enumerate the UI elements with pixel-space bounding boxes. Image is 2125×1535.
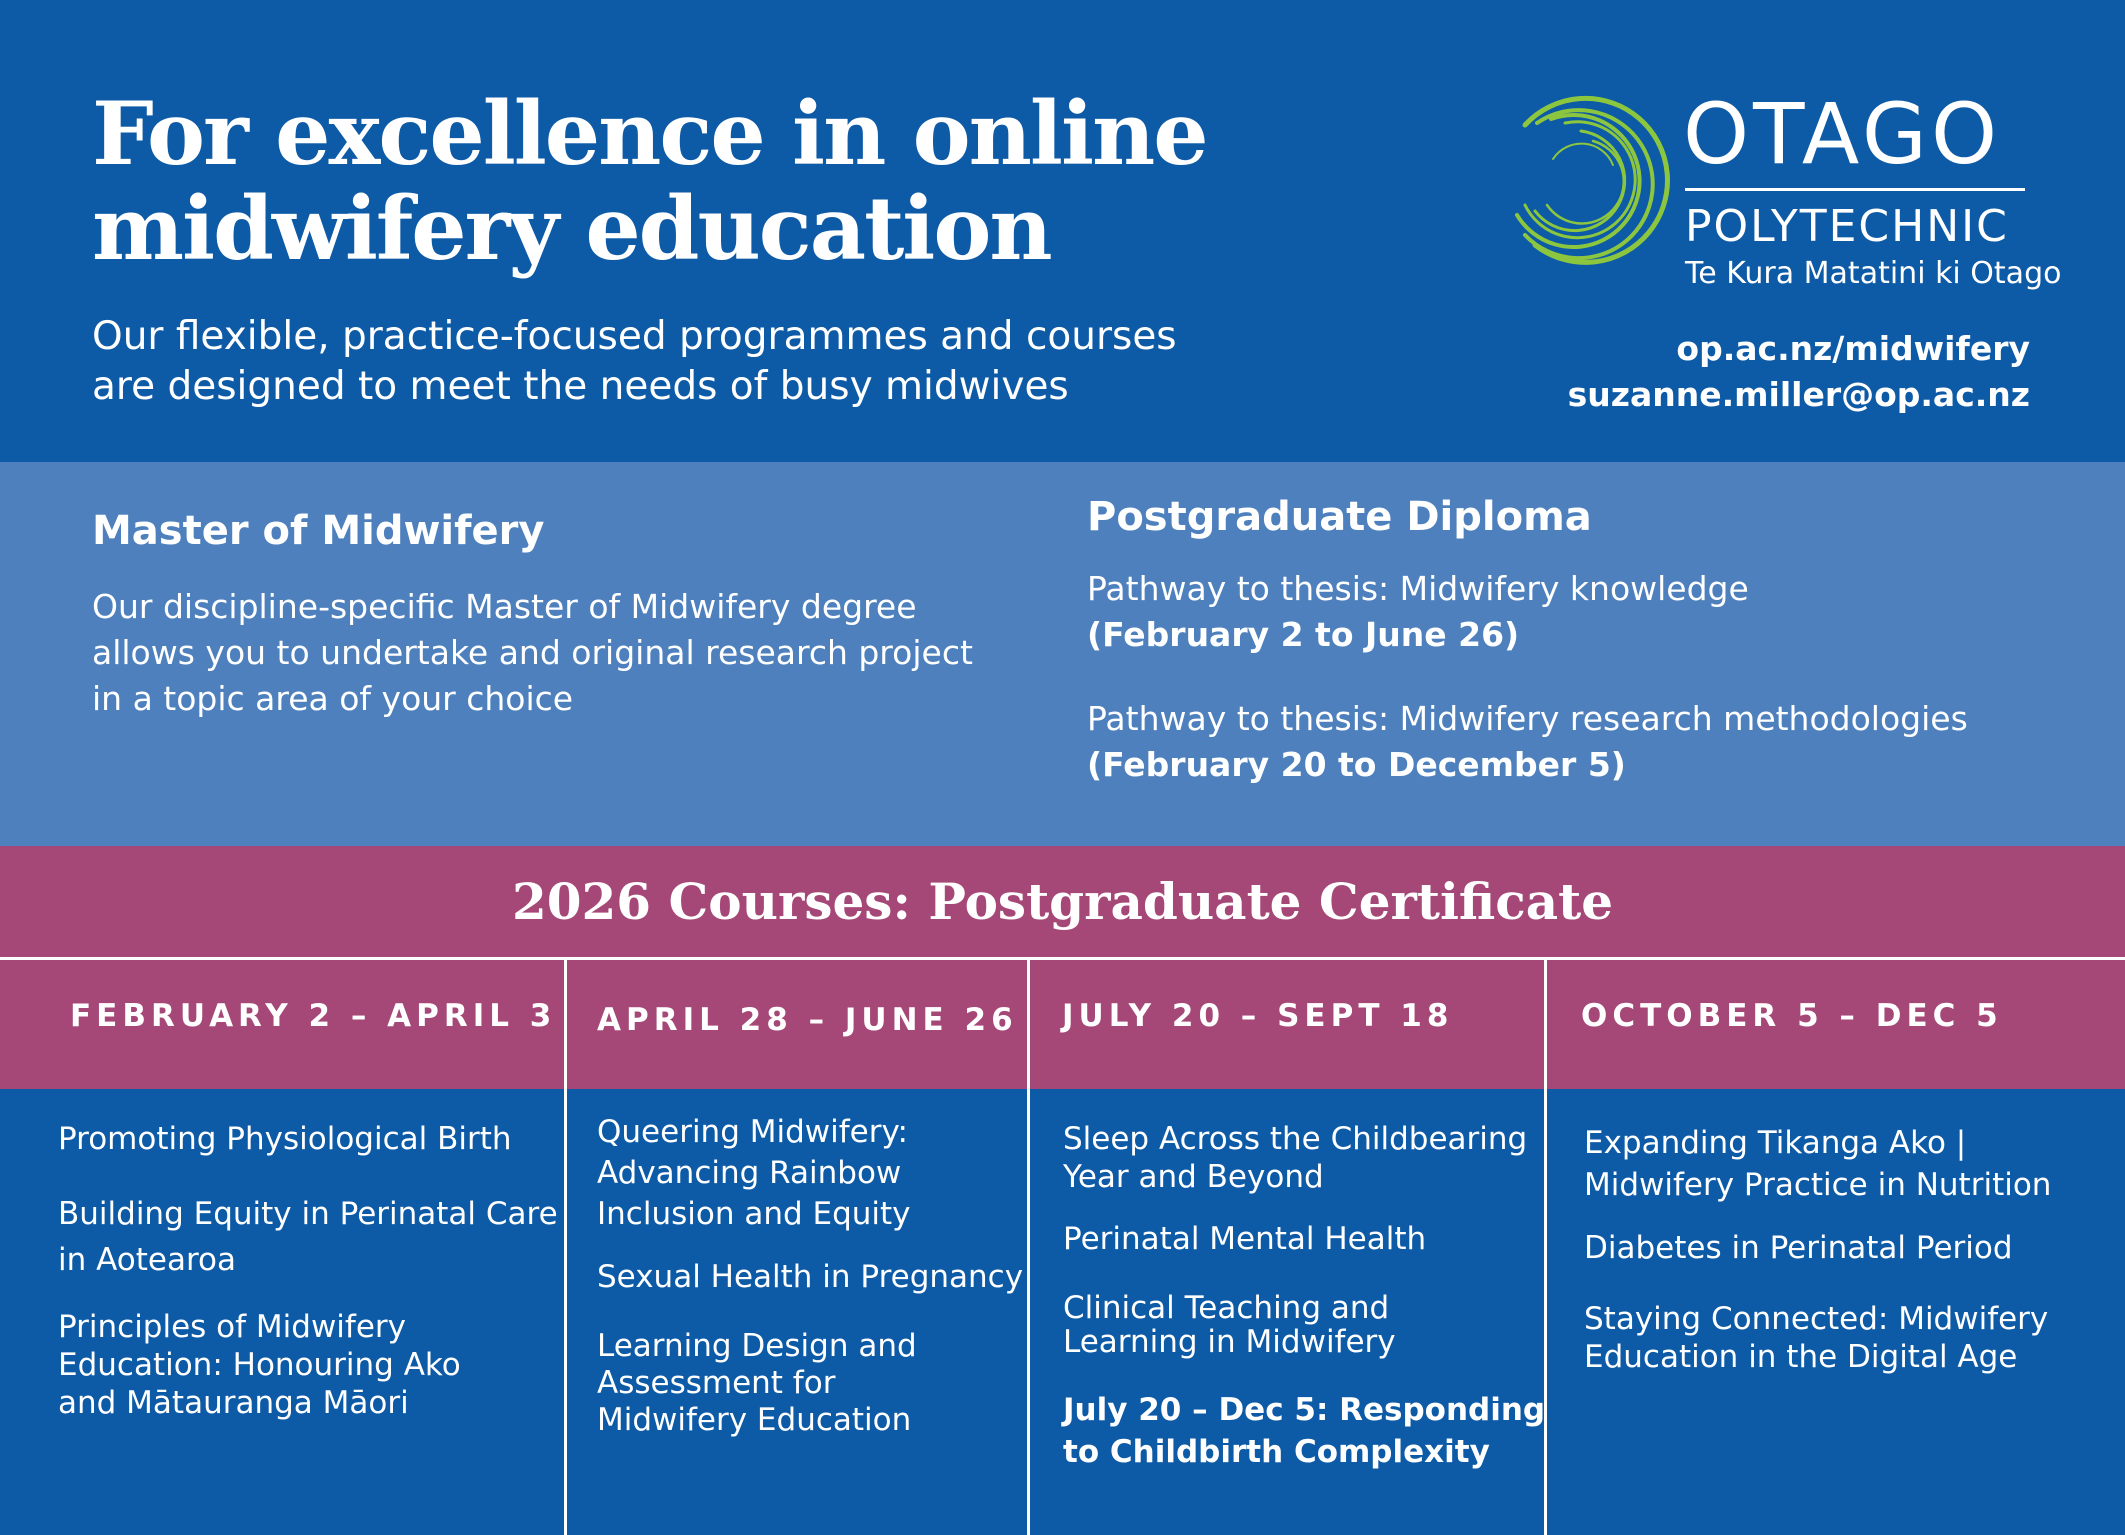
course-line: Sleep Across the Childbearing xyxy=(1063,1121,1528,1157)
pathway-title: Pathway to thesis: Midwifery research methodologies xyxy=(1087,699,1968,738)
course-line: Midwifery Practice in Nutrition xyxy=(1584,1167,2052,1203)
course-line: Inclusion and Equity xyxy=(597,1196,911,1232)
pathway-dates: (February 2 to June 26) xyxy=(1087,615,1520,654)
master-title: Master of Midwifery xyxy=(92,508,545,554)
otago-polytechnic-logo xyxy=(1495,85,2062,295)
logo-wordmark: OTAGO xyxy=(1683,85,2002,183)
ring-logo-icon xyxy=(1495,95,1675,275)
course-item xyxy=(597,1112,911,1235)
course-item xyxy=(58,1191,558,1283)
headline-line: For excellence in online xyxy=(92,82,1207,185)
website-link[interactable]: op.ac.nz/midwifery xyxy=(1676,329,2030,368)
logo-divider xyxy=(1685,188,2025,191)
course-line: Clinical Teaching and xyxy=(1063,1290,1390,1326)
course-item xyxy=(1063,1120,1527,1196)
course-item xyxy=(1063,1389,1545,1473)
course-item xyxy=(597,1258,1023,1296)
email-link[interactable]: suzanne.miller@op.ac.nz xyxy=(1567,375,2030,414)
period-heading: OCTOBER 5 – DEC 5 xyxy=(1581,998,2003,1034)
column-divider xyxy=(1027,957,1030,1535)
course-line: and Mātauranga Māori xyxy=(58,1385,409,1421)
divider xyxy=(0,957,2125,960)
course-line: Midwifery Education xyxy=(597,1402,912,1438)
master-description-line: Our discipline-specific Master of Midwifery degree xyxy=(92,587,917,626)
period-heading: JULY 20 – SEPT 18 xyxy=(1062,998,1454,1034)
subheadline xyxy=(92,312,1292,412)
course-item xyxy=(58,1308,461,1422)
course-line: Promoting Physiological Birth xyxy=(58,1121,512,1157)
course-line: Education: Honouring Ako xyxy=(58,1347,461,1383)
course-item xyxy=(58,1120,512,1158)
course-line: July 20 – Dec 5: Responding xyxy=(1063,1392,1546,1428)
course-item xyxy=(1584,1122,2051,1206)
master-description-line: allows you to undertake and original research project xyxy=(92,633,973,672)
course-line: to Childbirth Complexity xyxy=(1063,1434,1490,1470)
course-item xyxy=(1584,1300,2048,1376)
course-line: Learning Design and xyxy=(597,1328,917,1364)
contact-info xyxy=(1568,326,2030,418)
diploma-pathway xyxy=(1087,566,2097,658)
course-line: Education in the Digital Age xyxy=(1584,1339,2018,1375)
course-line: Perinatal Mental Health xyxy=(1063,1221,1427,1257)
subheadline-line: are designed to meet the needs of busy midwives xyxy=(92,364,1069,409)
headline-line: midwifery education xyxy=(92,177,1051,280)
course-line: Building Equity in Perinatal Care xyxy=(58,1196,558,1232)
master-description xyxy=(92,584,1052,722)
course-item xyxy=(1584,1229,2013,1267)
pathway-dates: (February 20 to December 5) xyxy=(1087,745,1626,784)
course-item xyxy=(1063,1291,1396,1359)
course-line: Sexual Health in Pregnancy xyxy=(597,1259,1024,1295)
course-line: Advancing Rainbow xyxy=(597,1155,902,1191)
course-line: Principles of Midwifery xyxy=(58,1309,406,1345)
diploma-pathway xyxy=(1087,696,2097,788)
certificate-title: 2026 Courses: Postgraduate Certificate xyxy=(511,872,1614,931)
pathway-title: Pathway to thesis: Midwifery knowledge xyxy=(1087,569,1749,608)
course-line: Queering Midwifery: xyxy=(597,1114,908,1150)
course-item xyxy=(1063,1220,1426,1258)
logo-tagline: Te Kura Matatini ki Otago xyxy=(1685,256,2062,291)
subheadline-line: Our flexible, practice-focused programmes and courses xyxy=(92,314,1177,359)
logo-subtitle: POLYTECHNIC xyxy=(1685,201,2009,252)
period-heading: FEBRUARY 2 – APRIL 3 xyxy=(70,998,557,1034)
diploma-title: Postgraduate Diploma xyxy=(1087,494,1592,540)
column-divider xyxy=(564,957,567,1535)
course-line: in Aotearoa xyxy=(58,1242,236,1278)
course-line: Expanding Tikanga Ako | xyxy=(1584,1125,1967,1161)
course-line: Diabetes in Perinatal Period xyxy=(1584,1230,2013,1266)
course-line: Assessment for xyxy=(597,1365,836,1401)
course-item xyxy=(597,1328,917,1439)
course-line: Learning in Midwifery xyxy=(1063,1324,1396,1360)
headline xyxy=(92,82,1292,280)
master-description-line: in a topic area of your choice xyxy=(92,679,574,718)
period-heading: APRIL 28 – JUNE 26 xyxy=(597,1002,1018,1038)
course-line: Staying Connected: Midwifery xyxy=(1584,1301,2049,1337)
course-line: Year and Beyond xyxy=(1063,1159,1324,1195)
